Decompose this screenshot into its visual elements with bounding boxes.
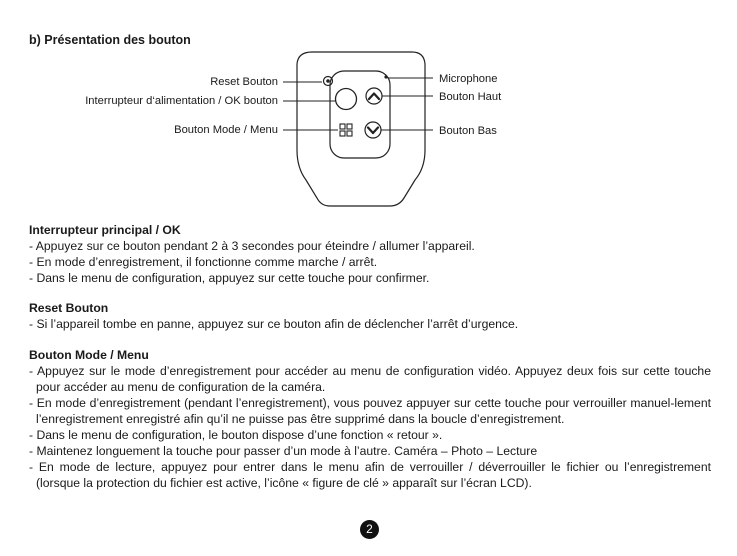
list-item: - En mode de lecture, appuyez pour entrer dans le menu afin de verrouiller / déverrouiller le fichier ou l’enregistrement (lorsque la protection du fichier est active, l’icône « figure de clé » apparaît sur l’écran LCD).: [29, 460, 711, 490]
list-item: - Appuyez sur ce bouton pendant 2 à 3 secondes pour éteindre / allumer l’appareil.: [29, 239, 475, 253]
list-item: - Dans le menu de configuration, le bouton dispose d’une fonction « retour ».: [29, 428, 443, 442]
microphone-dot-icon: [384, 75, 387, 78]
label-down-button: Bouton Bas: [439, 125, 497, 137]
list-item: - Appuyez sur le mode d’enregistrement pour accéder au menu de configuration vidéo. Appuyez deux fois sur cette touche pour accéder au menu de configuration de la caméra.: [29, 364, 711, 394]
device-body-outline: [297, 52, 425, 206]
power-ok-button-icon: [336, 89, 357, 110]
label-power-ok-button: Interrupteur d‘alimentation / OK bouton: [85, 95, 278, 107]
section-title: Bouton Mode / Menu: [29, 348, 149, 362]
label-mode-menu-button: Bouton Mode / Menu: [174, 124, 278, 136]
down-button-icon: [365, 122, 381, 138]
button-panel: [330, 71, 390, 158]
section-title: Interrupteur principal / OK: [29, 223, 181, 237]
up-button-icon: [366, 88, 382, 104]
list-item: - Dans le menu de configuration, appuyez sur cette touche pour confirmer.: [29, 271, 430, 285]
label-up-button: Bouton Haut: [439, 91, 502, 103]
device-diagram: [0, 0, 737, 215]
list-item: - Maintenez longuement la touche pour passer d’un mode à l’autre. Caméra – Photo – Lecture: [29, 444, 538, 458]
list-item: - Si l’appareil tombe en panne, appuyez sur ce bouton afin de déclencher l’arrêt d’urgence.: [29, 317, 519, 331]
label-microphone: Microphone: [439, 73, 498, 85]
list-item: - En mode d’enregistrement, il fonctionne comme marche / arrêt.: [29, 255, 378, 269]
list-item: - En mode d’enregistrement (pendant l’enregistrement), vous pouvez appuyer sur cette touche pour verrouiller manuel-lement l’enregistrement enregistré afin qu’il ne puisse pas être supprimé dans la boucle d’enregistrement.: [29, 396, 711, 426]
page-number-badge: 2: [360, 520, 379, 539]
section-heading: b) Présentation des bouton: [29, 33, 191, 47]
section-reset: [29, 300, 711, 332]
mode-menu-button-icon: [340, 124, 352, 136]
section-main-switch: [29, 222, 711, 286]
label-reset-button: Reset Bouton: [210, 76, 278, 88]
section-title: Reset Bouton: [29, 301, 109, 315]
section-mode-menu: [29, 347, 711, 491]
